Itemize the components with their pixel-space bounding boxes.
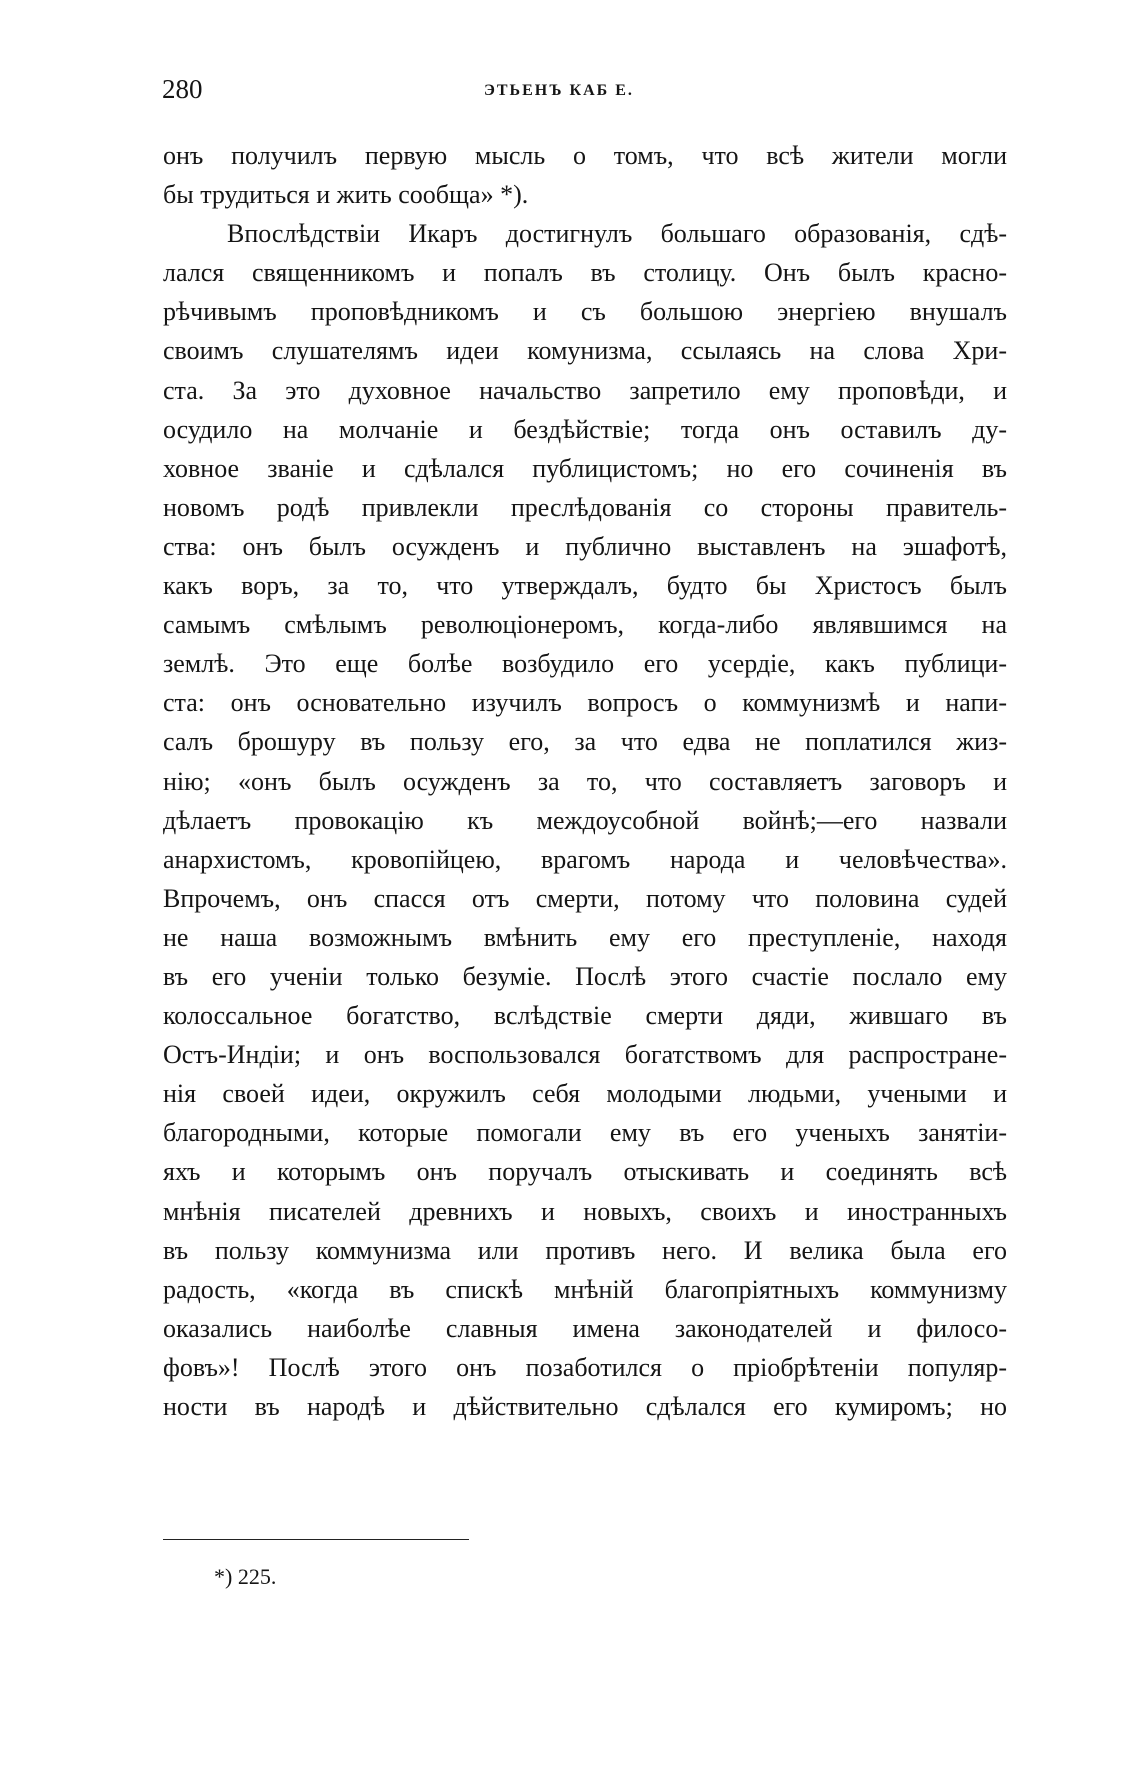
text-line: осудило на молчаніе и бездѣйствіе; тогда онъ оставилъ ду- xyxy=(163,414,1007,444)
text-line: самымъ смѣлымъ революціонеромъ, когда-либо являвшимся на xyxy=(163,610,1007,640)
text-line: онъ получилъ первую мысль о томъ, что всѣ жители могли xyxy=(163,141,1007,170)
footnote: *) 225. xyxy=(214,1564,277,1589)
text-line: салъ брошуру въ пользу его, за что едва не поплатился жиз- xyxy=(163,727,1007,757)
text-line: фовъ»! Послѣ этого онъ позаботился о пріобрѣтеніи популяр- xyxy=(163,1352,1007,1382)
text-line: мнѣнія писателей древнихъ и новыхъ, своихъ и иностранныхъ xyxy=(163,1196,1007,1226)
text-line: ховное званіе и сдѣлался публицистомъ; но его сочиненія въ xyxy=(163,453,1007,483)
text-line: въ пользу коммунизма или противъ него. И велика была его xyxy=(163,1235,1007,1265)
text-line: радость, «когда въ спискѣ мнѣній благопріятныхъ коммунизму xyxy=(163,1274,1007,1304)
running-head: ЭТЬЕНЪ КАБ Е. xyxy=(484,82,634,99)
text-line: ности въ народѣ и дѣйствительно сдѣлался его кумиромъ; но xyxy=(163,1392,1007,1421)
text-line: какъ воръ, за то, что утверждалъ, будто бы Христосъ былъ xyxy=(163,571,1007,601)
text-line: своимъ слушателямъ идеи комунизма, ссылаясь на слова Хри- xyxy=(163,336,1007,366)
text-line: нію; «онъ былъ осужденъ за то, что составляетъ заговоръ и xyxy=(163,766,1007,796)
text-line: ста: онъ основательно изучилъ вопросъ о коммунизмѣ и напи- xyxy=(163,688,1007,718)
text-line: Впослѣдствіи Икаръ достигнулъ большаго образованія, сдѣ- xyxy=(227,219,1007,249)
text-line: дѣлаетъ провокацію къ междоусобной войнѣ;—его назвали xyxy=(163,805,1007,835)
footnote-divider xyxy=(163,1539,469,1540)
text-line: рѣчивымъ проповѣдникомъ и съ большою энергіею внушалъ xyxy=(163,297,1007,327)
text-line: Остъ-Индіи; и онъ воспользовался богатствомъ для распростране- xyxy=(163,1040,1007,1070)
text-line: бы трудиться и жить сообща» *). xyxy=(163,180,529,210)
text-line: ства: онъ былъ осужденъ и публично выставленъ на эшафотѣ, xyxy=(163,531,1007,561)
text-line: анархистомъ, кровопійцею, врагомъ народа и человѣчества». xyxy=(163,844,1007,874)
text-line: нія своей идеи, окружилъ себя молодыми людьми, учеными и xyxy=(163,1079,1007,1109)
text-line: ста. За это духовное начальство запретило ему проповѣди, и xyxy=(163,375,1007,405)
text-line: лался священникомъ и попалъ въ столицу. Онъ былъ красно- xyxy=(163,258,1007,288)
text-line: яхъ и которымъ онъ поручалъ отыскивать и соединять всѣ xyxy=(163,1157,1007,1187)
text-line: въ его ученіи только безуміе. Послѣ этого счастіе послало ему xyxy=(163,961,1007,991)
text-line: Впрочемъ, онъ спасся отъ смерти, потому что половина судей xyxy=(163,883,1007,913)
text-line: оказались наиболѣе славныя имена законодателей и филосо- xyxy=(163,1313,1007,1343)
body-text xyxy=(163,136,1007,1426)
text-line: колоссальное богатство, вслѣдствіе смерти дяди, жившаго въ xyxy=(163,1001,1007,1031)
page-header xyxy=(162,74,1012,114)
text-line: новомъ родѣ привлекли преслѣдованія со стороны правитель- xyxy=(163,492,1007,522)
text-line: не наша возможнымъ вмѣнить ему его преступленіе, находя xyxy=(163,922,1007,952)
text-line: землѣ. Это еще болѣе возбудило его усердіе, какъ публици- xyxy=(163,649,1007,679)
page-number: 280 xyxy=(162,74,203,104)
text-line: благородными, которые помогали ему въ его ученыхъ занятіи- xyxy=(163,1118,1007,1148)
